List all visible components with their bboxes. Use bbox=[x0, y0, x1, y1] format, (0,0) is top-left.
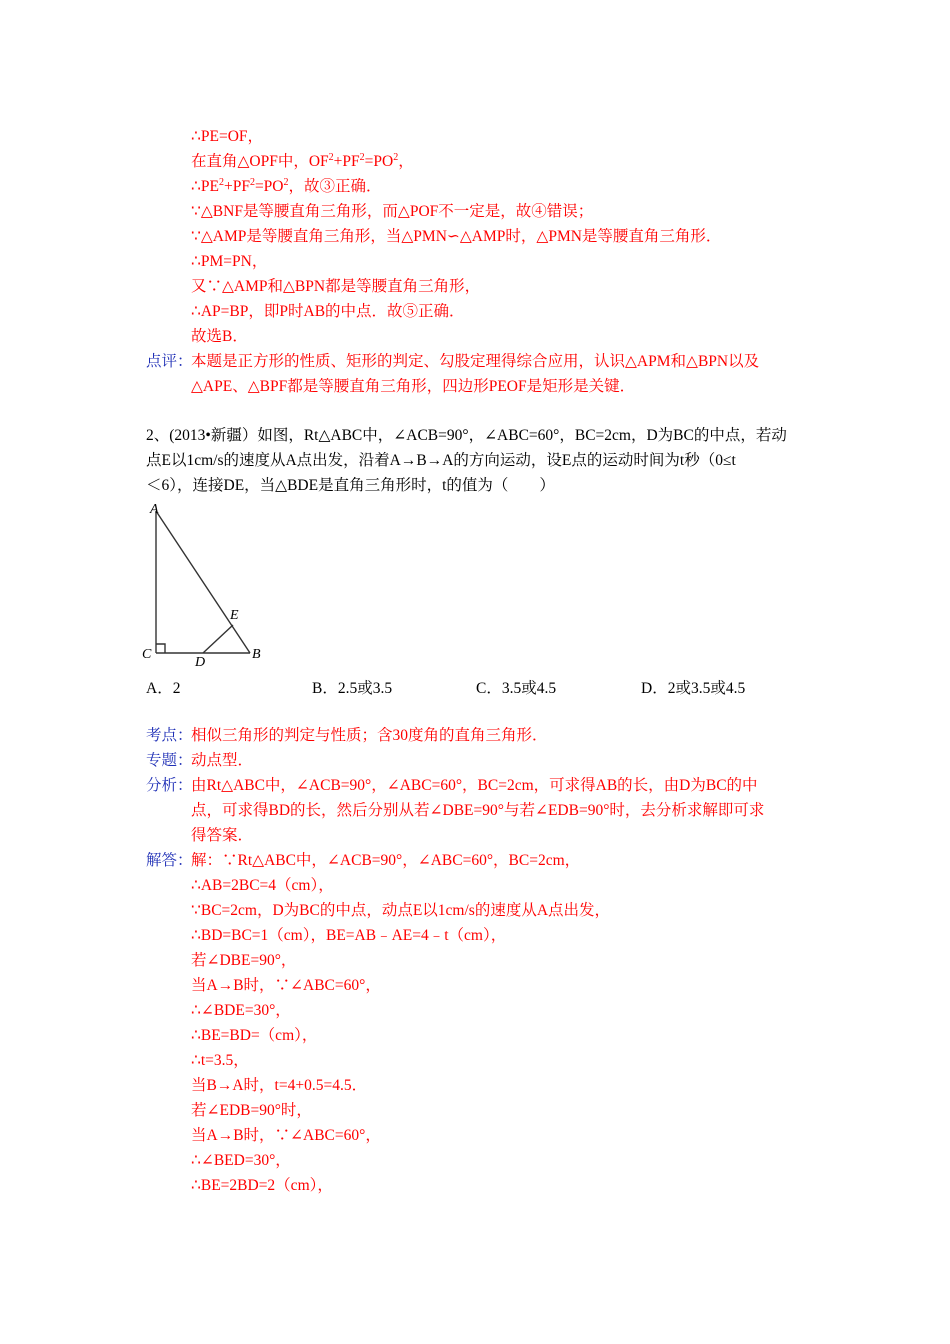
comment-label: 点评： bbox=[146, 353, 193, 370]
label-a: A bbox=[150, 502, 159, 517]
fenxi-line: 由Rt△ABC中，∠ACB=90°，∠ABC=60°，BC=2cm，可求得AB的长，由D为BC的中 bbox=[191, 777, 758, 794]
jieda-line: ∴∠BDE=30°， bbox=[191, 1002, 291, 1019]
solution-line: ∴PM=PN， bbox=[191, 253, 268, 270]
jieda-line: ∴BE=2BD=2（cm）， bbox=[191, 1177, 333, 1194]
solution-line: 在直角△OPF中，$OF^2+PF^2=PO^2$， bbox=[191, 152, 414, 170]
comment-line: 本题是正方形的性质、矩形的判定、勾股定理得综合应用，认识△APM和△BPN以及 bbox=[191, 353, 760, 370]
jieda-line: 解：∵Rt△ABC中，∠ACB=90°，∠ABC=60°，BC=2cm， bbox=[191, 852, 581, 869]
option-a: A．2 bbox=[146, 680, 181, 697]
kaodian-text: 相似三角形的判定与性质；含30度角的直角三角形． bbox=[191, 727, 548, 744]
solution-line: ∵△AMP是等腰直角三角形，当△PMN∽△AMP时，△PMN是等腰直角三角形． bbox=[191, 228, 722, 245]
question-line: 点E以1cm/s的速度从A点出发，沿着A→B→A的方向运动，设E点的运动时间为t秒（0≤t bbox=[146, 452, 736, 469]
jieda-line: ∴∠BED=30°， bbox=[191, 1152, 291, 1169]
solution-line: ∵△BNF是等腰直角三角形，而△POF不一定是，故④错误； bbox=[191, 203, 594, 220]
option-d: D．2或3.5或4.5 bbox=[641, 680, 746, 697]
zhuanti-text: 动点型． bbox=[191, 752, 254, 769]
jieda-line: ∵BC=2cm，D为BC的中点，动点E以1cm/s的速度从A点出发， bbox=[191, 902, 611, 919]
jieda-line: ∴BD=BC=1（cm），BE=AB﹣AE=4﹣t（cm）， bbox=[191, 927, 507, 944]
right-angle-mark bbox=[156, 644, 165, 653]
jieda-line: ∴BE=BD=（cm）， bbox=[191, 1027, 318, 1044]
label-b: B bbox=[252, 647, 261, 662]
jieda-line: 若∠DBE=90°， bbox=[191, 952, 297, 969]
solution-line: 又∵△AMP和△BPN都是等腰直角三角形， bbox=[191, 278, 481, 295]
fenxi-line: 得答案． bbox=[191, 827, 254, 844]
jieda-label: 解答： bbox=[146, 852, 193, 869]
triangle-figure bbox=[140, 500, 270, 670]
jieda-line: 当A→B时，∵∠ABC=60°， bbox=[191, 1127, 381, 1144]
fenxi-line: 点，可求得BD的长，然后分别从若∠DBE=90°与若∠EDB=90°时，去分析求解即可求 bbox=[191, 802, 765, 819]
comment-line: △APE、△BPF都是等腰直角三角形，四边形PEOF是矩形是关键． bbox=[191, 378, 636, 395]
question-line: ＜6），连接DE，当△BDE是直角三角形时，t的值为（ ） bbox=[146, 477, 555, 494]
solution-line: $\therefore PE^2+PF^2=PO^2$，故③正确． bbox=[191, 177, 382, 195]
solution-line: ∴PE=OF， bbox=[191, 128, 264, 145]
jieda-line: ∴t=3.5， bbox=[191, 1052, 249, 1069]
question-line: 2、(2013•新疆）如图，Rt△ABC中，∠ACB=90°，∠ABC=60°，BC=2cm，D为BC的中点，若动 bbox=[146, 427, 787, 444]
solution-line: ∴AP=BP，即P时AB的中点．故⑤正确． bbox=[191, 303, 465, 320]
label-d: D bbox=[195, 655, 206, 670]
solution-line: 故选B． bbox=[191, 328, 248, 345]
segment-de bbox=[203, 625, 233, 653]
label-c: C bbox=[142, 647, 152, 662]
jieda-line: 若∠EDB=90°时， bbox=[191, 1102, 312, 1119]
label-e: E bbox=[230, 608, 239, 623]
kaodian-label: 考点： bbox=[146, 727, 193, 744]
option-b: B．2.5或3.5 bbox=[312, 680, 393, 697]
jieda-line: ∴AB=2BC=4（cm）， bbox=[191, 877, 334, 894]
zhuanti-label: 专题： bbox=[146, 752, 193, 769]
jieda-line: 当B→A时，t=4+0.5=4.5． bbox=[191, 1077, 368, 1094]
option-c: C．3.5或4.5 bbox=[476, 680, 557, 697]
fenxi-label: 分析： bbox=[146, 777, 193, 794]
jieda-line: 当A→B时，∵∠ABC=60°， bbox=[191, 977, 381, 994]
side-ab bbox=[156, 511, 250, 653]
